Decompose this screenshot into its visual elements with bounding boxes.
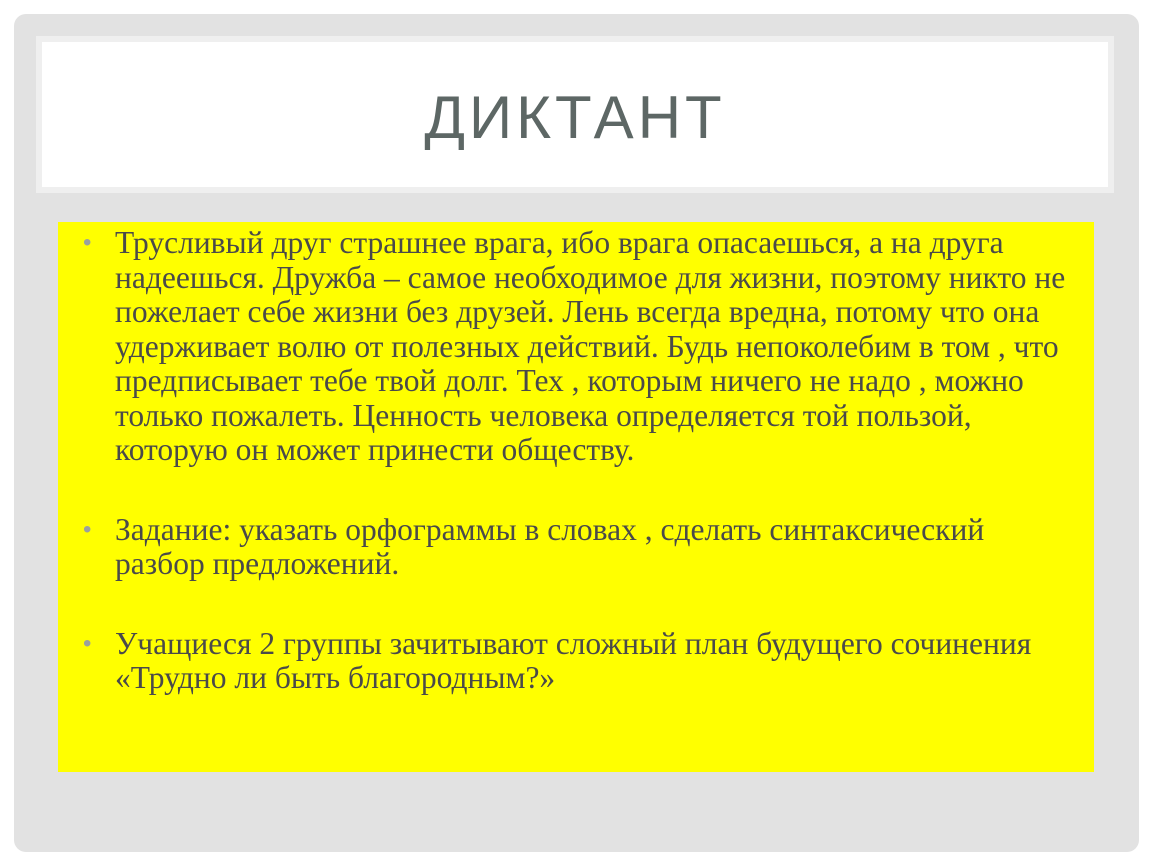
- bullet-text: Трусливый друг страшнее врага, ибо врага опасаешься, а на друга надеешься. Дружба – самое необходимое для жизни, поэтому никто не пожелает себе жизни без друзей. Лень всегда вредна, потому что она удерживает волю от полезных действий. Будь непоколебим в том , что предписывает тебе твой долг. Тех , которым ничего не надо , можно только пожалеть. Ценность человека определяется той пользой, которую он может принести обществу.: [115, 225, 1066, 467]
- bullet-text: Учащиеся 2 группы зачитывают сложный план будущего сочинения «Трудно ли быть благородным?»: [115, 625, 1032, 695]
- bullet-dot-icon: •: [83, 629, 92, 657]
- bullet-list: [83, 226, 1074, 696]
- bullet-item-group: [83, 627, 1074, 696]
- bullet-item-dictation: [83, 226, 1074, 468]
- bullet-dot-icon: •: [83, 229, 92, 256]
- content-box: [58, 222, 1094, 772]
- bullet-dot-icon: •: [83, 515, 92, 543]
- bullet-text: Задание: указать орфограммы в словах , сделать синтаксический разбор предложений.: [115, 511, 985, 581]
- title-box: [36, 36, 1114, 193]
- slide-title: ДИКТАНТ: [424, 84, 726, 151]
- bullet-item-task: [83, 513, 1074, 582]
